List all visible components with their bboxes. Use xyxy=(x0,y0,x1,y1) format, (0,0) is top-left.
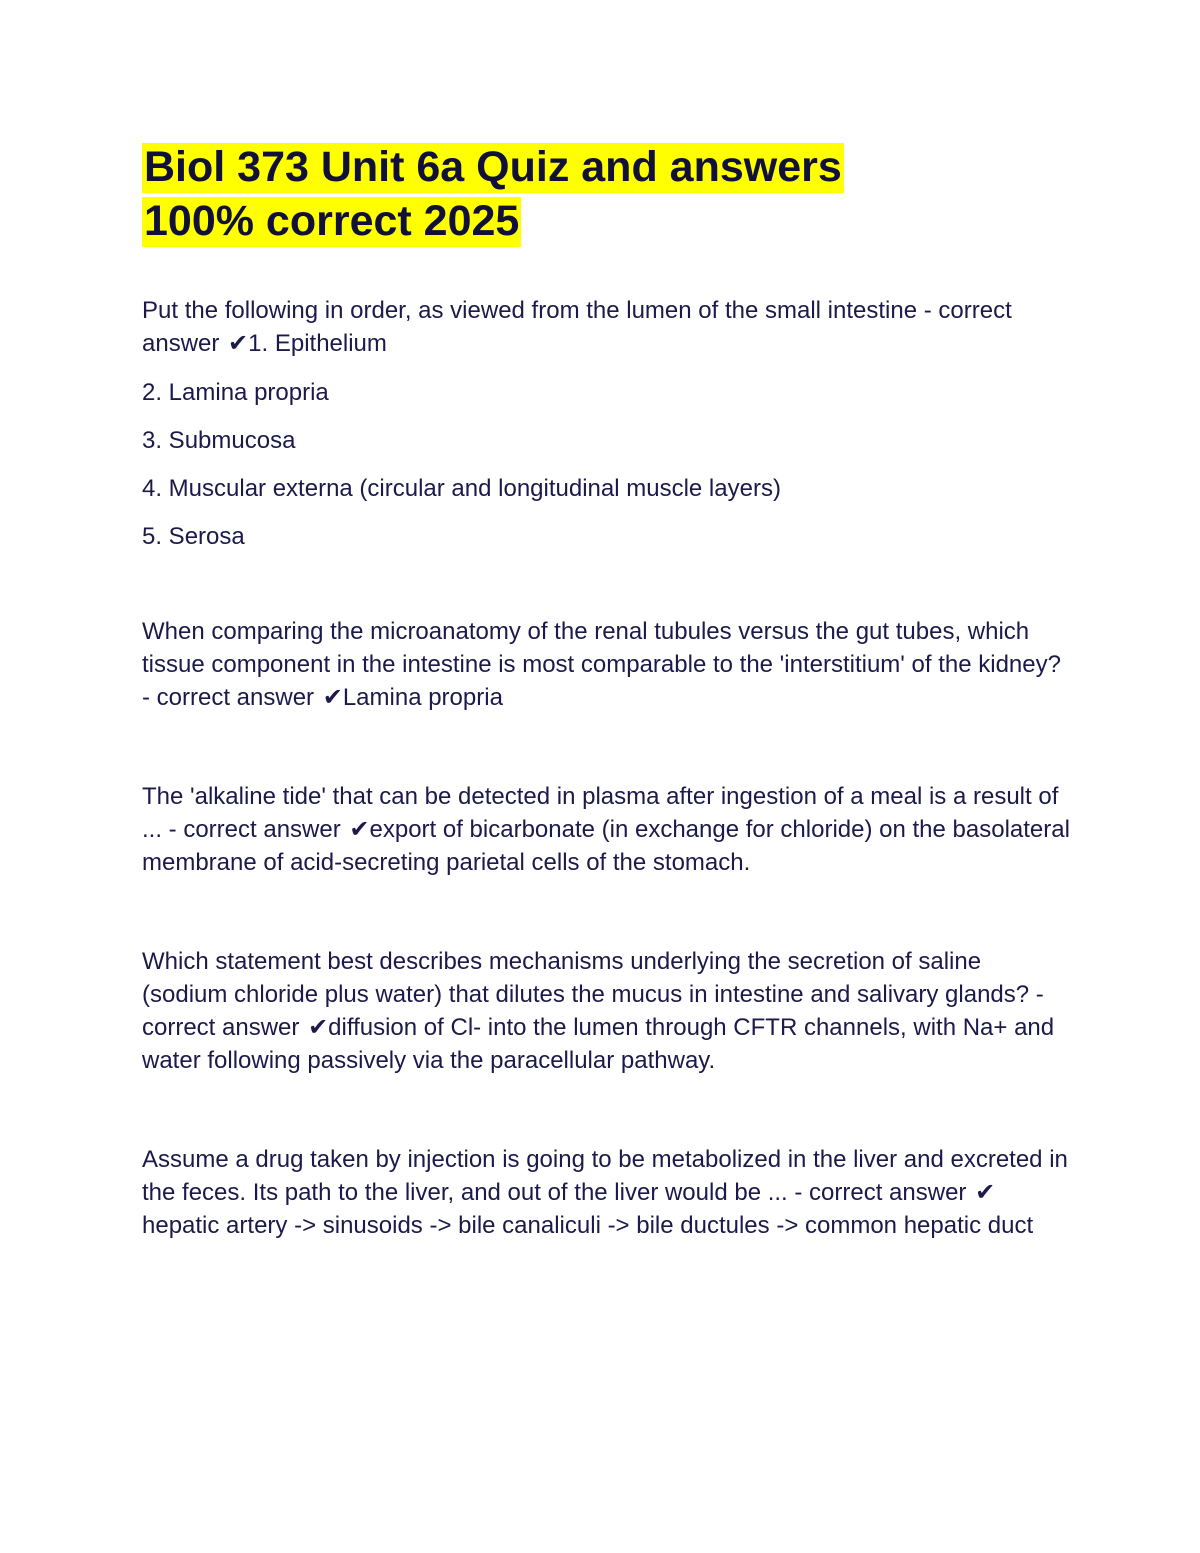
answer-text: diffusion of Cl- into the lumen through CFTR channels, with Na+ and water following passively via the paracellular pathway. xyxy=(142,1014,1055,1074)
qa-block-2 xyxy=(142,615,1072,714)
checkmark-icon: ✔ xyxy=(228,330,249,357)
question-text: Which statement best describes mechanisms underlying the secretion of saline (sodium chloride plus water) that dilutes the mucus in intestine and salivary glands? - correct answer xyxy=(142,948,1044,1041)
answer-text: 1. Epithelium xyxy=(248,330,387,357)
document-page xyxy=(142,140,1072,1242)
qa-text xyxy=(142,1143,1072,1242)
checkmark-icon: ✔ xyxy=(322,684,343,711)
checkmark-icon: ✔ xyxy=(308,1014,329,1041)
question-text: The 'alkaline tide' that can be detected in plasma after ingestion of a meal is a result of ... - correct answer xyxy=(142,783,1059,843)
qa-text xyxy=(142,780,1072,879)
document-title xyxy=(142,140,1072,248)
question-text: Put the following in order, as viewed from the lumen of the small intestine - correct answer xyxy=(142,297,1012,357)
qa-block-3 xyxy=(142,780,1072,879)
list-item: 4. Muscular externa (circular and longitudinal muscle layers) xyxy=(142,475,781,502)
checkmark-icon: ✔ xyxy=(349,816,370,843)
qa-block-5 xyxy=(142,1143,1072,1242)
checkmark-icon: ✔ xyxy=(975,1179,996,1206)
title-line-1: Biol 373 Unit 6a Quiz and answers xyxy=(144,143,842,191)
list-item: 2. Lamina propria xyxy=(142,379,329,406)
question-text: Assume a drug taken by injection is going to be metabolized in the liver and excreted in the feces. Its path to the liver, and out of the liver would be ... - correct answer xyxy=(142,1146,1068,1206)
answer-text: export of bicarbonate (in exchange for chloride) on the basolateral membrane of acid-secreting parietal cells of the stomach. xyxy=(142,816,1070,876)
qa-text xyxy=(142,294,1072,360)
qa-block-4 xyxy=(142,945,1072,1077)
list-item: 5. Serosa xyxy=(142,523,245,550)
answer-text: Lamina propria xyxy=(342,684,503,711)
question-text: When comparing the microanatomy of the renal tubules versus the gut tubes, which tissue component in the intestine is most comparable to the 'interstitium' of the kidney? - correct answer xyxy=(142,618,1061,711)
qa-block-1 xyxy=(142,294,1072,553)
list-item: 3. Submucosa xyxy=(142,427,296,454)
qa-text xyxy=(142,945,1072,1077)
title-line-2: 100% correct 2025 xyxy=(144,197,520,245)
qa-text xyxy=(142,615,1072,714)
answer-text: hepatic artery -> sinusoids -> bile canaliculi -> bile ductules -> common hepatic duct xyxy=(142,1212,1034,1239)
